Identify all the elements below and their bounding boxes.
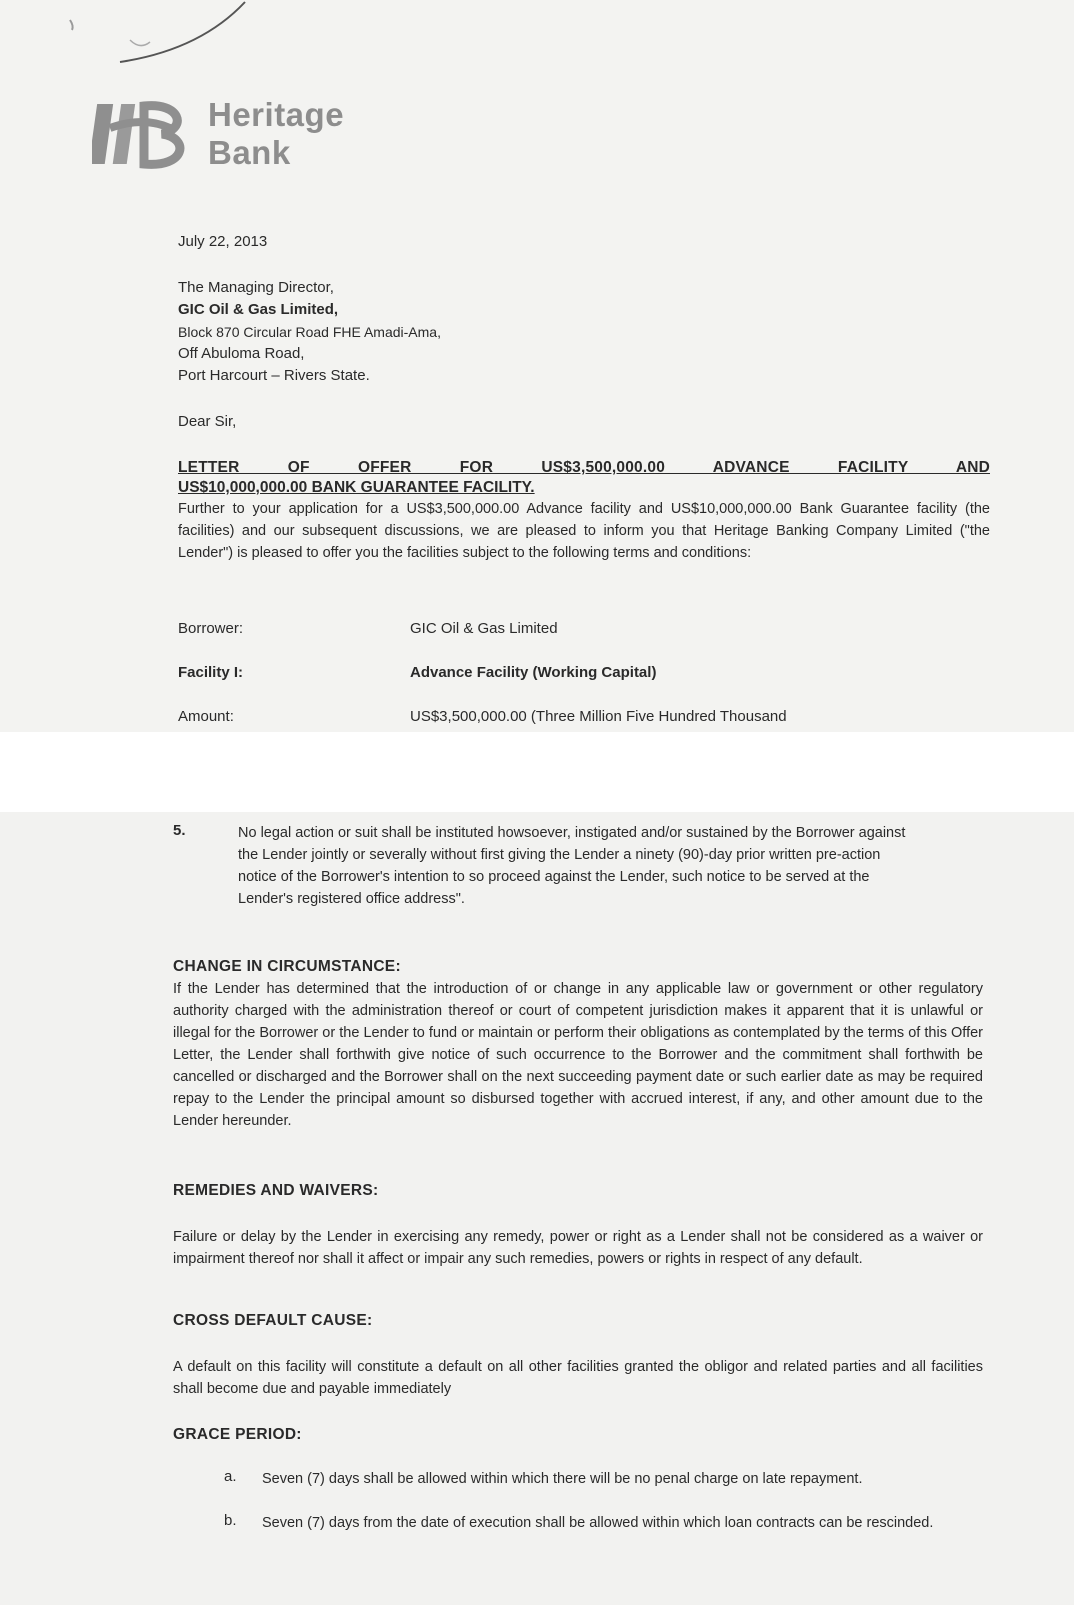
term-label: Amount: xyxy=(178,708,234,725)
address-line-2: GIC Oil & Gas Limited, xyxy=(178,301,339,318)
offer-title-line-1: LETTER OF OFFER FOR US$3,500,000.00 ADVANCE FACILITY AND xyxy=(178,459,990,476)
salutation: Dear Sir, xyxy=(178,413,237,430)
term-label: Borrower: xyxy=(178,620,244,637)
address-line-3: Block 870 Circular Road FHE Amadi-Ama, xyxy=(178,324,441,340)
cross-default-text: A default on this facility will constitute a default on all other facilities granted the obligor and related parties and all facilities shall become due and payable immediately xyxy=(173,1359,983,1397)
logo-text-bank: Bank xyxy=(208,134,291,171)
heading-cross-default: CROSS DEFAULT CAUSE: xyxy=(173,1312,373,1329)
offer-title-line-2: US$10,000,000.00 BANK GUARANTEE FACILITY. xyxy=(178,479,535,496)
grace-item-marker: b. xyxy=(224,1512,237,1529)
term-value: US$3,500,000.00 (Three Million Five Hundred Thousand xyxy=(410,708,787,725)
term-value: Advance Facility (Working Capital) xyxy=(410,664,657,681)
address-line-1: The Managing Director, xyxy=(178,279,334,296)
heading-change-in-circumstance: CHANGE IN CIRCUMSTANCE: xyxy=(173,958,401,975)
term-label: Facility I: xyxy=(178,664,244,681)
heritage-bank-logo xyxy=(92,96,392,176)
term-row-amount xyxy=(178,708,978,730)
pen-scribble xyxy=(60,0,260,80)
heading-grace-period: GRACE PERIOD: xyxy=(173,1426,302,1443)
change-in-circumstance-text: If the Lender has determined that the introduction of or change in any applicable law or government or other regulatory authority charged with the administration thereof or court of competent jurisdiction makes it apparent that it is unlawful or illegal for the Borrower or the Lender to fund or maintain or perform their obligations as contemplated by the terms of this Offer Letter, the Lender shall forthwith give notice of such occurrence to the Borrower and the commitment shall forthwith be cancelled or discharged and the Borrower shall on the next succeeding payment date or such earlier date as may be required repay to the Lender the principal amount so disbursed together with accrued interest, if any, and other amount due to the Lender hereunder. xyxy=(173,981,983,1129)
letter-page-1 xyxy=(0,0,1074,732)
grace-item-text: Seven (7) days shall be allowed within which there will be no penal charge on late repayment. xyxy=(262,1471,863,1487)
logo-text-heritage: Heritage xyxy=(208,96,345,133)
term-row-facility xyxy=(178,664,978,686)
term-value: GIC Oil & Gas Limited xyxy=(410,620,558,637)
item-5-text: No legal action or suit shall be instituted howsoever, instigated and/or sustained by the Borrower against the Lender jointly or severally without first giving the Lender a ninety (90)-day prior written pre-action notice of the Borrower's intention to so proceed against the Lender, such notice to be served at the Lender's registered office address". xyxy=(238,825,906,907)
page-gap xyxy=(0,732,1074,812)
grace-item-marker: a. xyxy=(224,1468,237,1485)
grace-item-text: Seven (7) days from the date of execution shall be allowed within which loan contracts can be rescinded. xyxy=(262,1515,934,1531)
letter-date: July 22, 2013 xyxy=(178,233,268,250)
remedies-text: Failure or delay by the Lender in exercising any remedy, power or right as a Lender shall not be considered as a waiver or impairment thereof nor shall it affect or impair any such remedies, powers or rights in respect of any default. xyxy=(173,1229,983,1267)
hb-monogram-icon xyxy=(92,98,192,170)
address-line-5: Port Harcourt – Rivers State. xyxy=(178,367,370,384)
intro-paragraph: Further to your application for a US$3,500,000.00 Advance facility and US$10,000,000.00 Bank Guarantee facility (the facilities) and our subsequent discussions, we are pleased to inform you that Heritage Banking Company Limited ("the Lender") is pleased to offer you the facilities subject to the following terms and conditions: xyxy=(178,501,990,561)
address-line-4: Off Abuloma Road, xyxy=(178,345,305,362)
heading-remedies-and-waivers: REMEDIES AND WAIVERS: xyxy=(173,1182,379,1199)
item-number: 5. xyxy=(173,822,186,839)
term-row-borrower xyxy=(178,620,978,642)
letter-page-2 xyxy=(0,812,1074,1605)
